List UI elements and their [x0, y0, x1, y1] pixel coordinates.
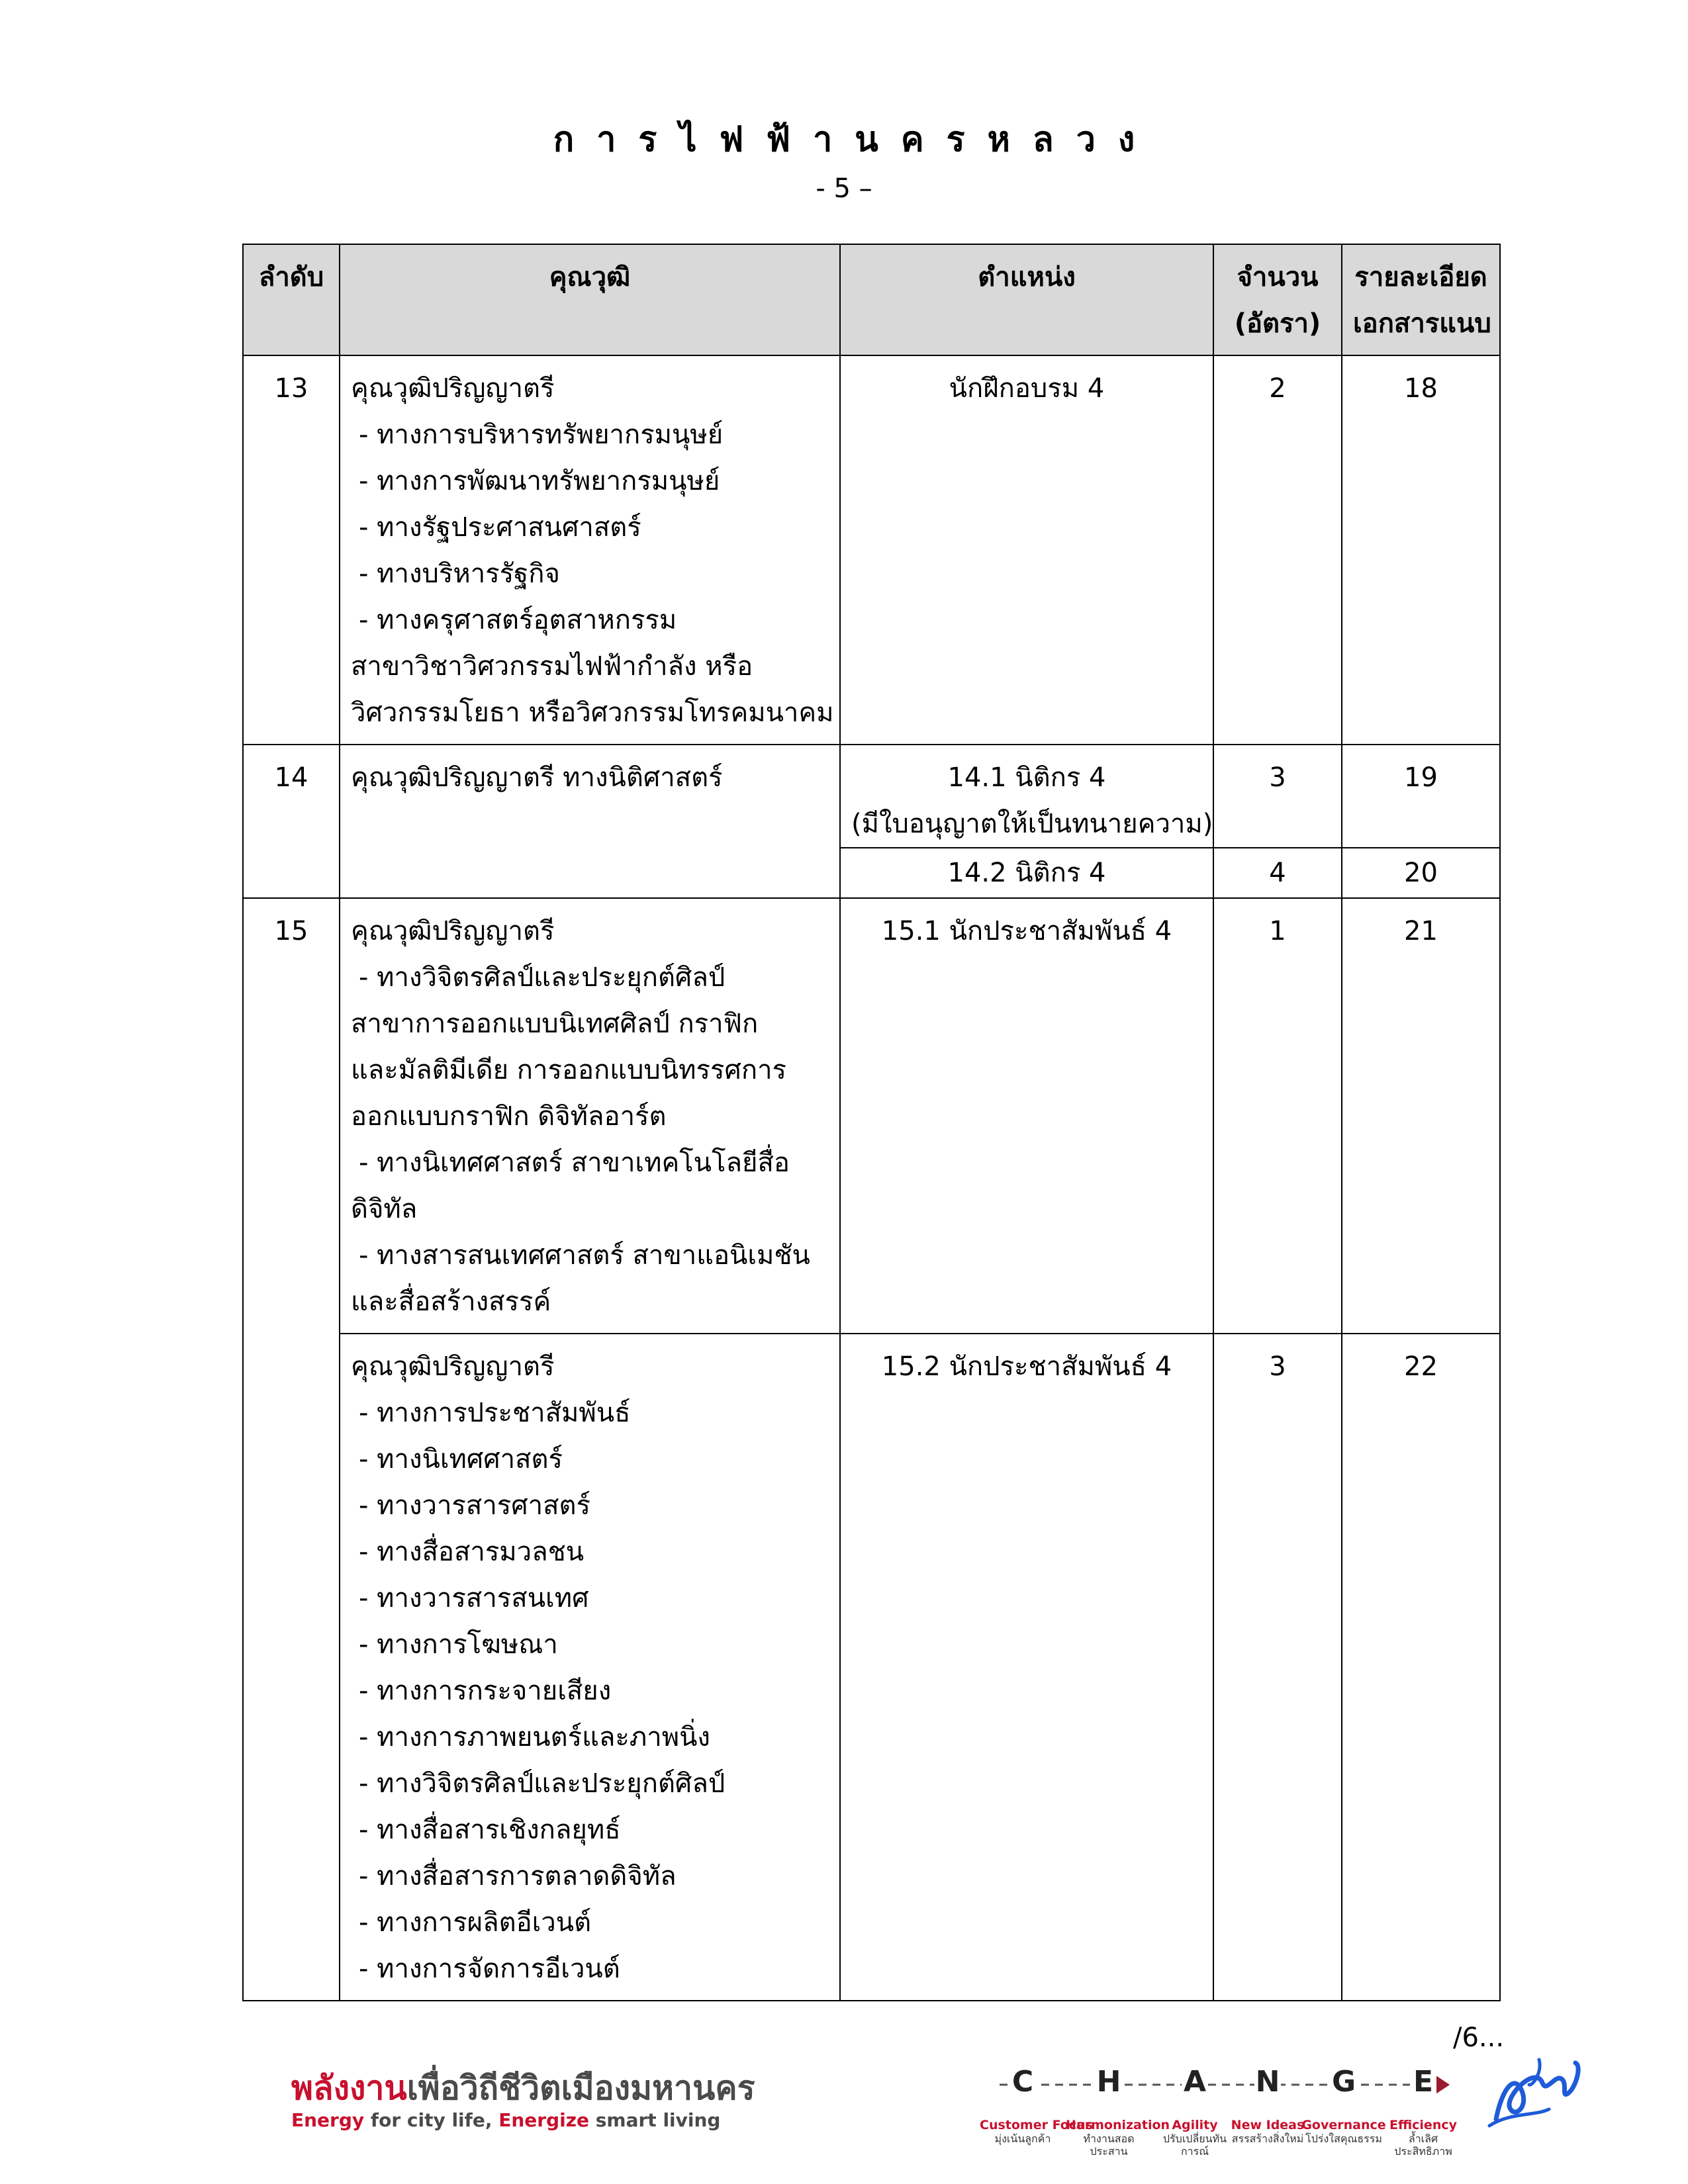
- count-cell: 3: [1213, 745, 1342, 848]
- change-letter: G: [1331, 2065, 1356, 2099]
- qual-line: - ทางสื่อสารเชิงกลยุทธ์: [359, 1815, 621, 1845]
- change-value-th: มุ่งเน้นลูกค้า: [994, 2132, 1051, 2145]
- slogan-thai-dark: เพื่อวิถีชีวิตเมืองมหานคร: [406, 2069, 755, 2107]
- slogan-english: [291, 2109, 755, 2132]
- count-cell: 4: [1213, 848, 1342, 898]
- positions-table: [242, 244, 1501, 2001]
- table-row: [243, 898, 1500, 1334]
- qual-line: - ทางสื่อสารมวลชน: [359, 1537, 585, 1567]
- qual-line: - ทางการประชาสัมพันธ์: [359, 1398, 631, 1428]
- signature-image: [1476, 2046, 1595, 2139]
- qualification-cell: [340, 355, 840, 745]
- order-cell: 13: [243, 355, 340, 745]
- change-letter: E: [1410, 2065, 1436, 2099]
- change-value-th: ปรับเปลี่ยนทันการณ์: [1162, 2132, 1227, 2158]
- change-value-en: Customer Focus: [980, 2118, 1093, 2132]
- qual-line: ดิจิทัล: [351, 1194, 418, 1224]
- table-header-row: [243, 244, 1500, 355]
- change-value-th: สรรสร้างสิ่งใหม่: [1231, 2132, 1304, 2145]
- change-value-en: Harmonization: [1066, 2118, 1170, 2132]
- qual-line: - ทางการภาพยนตร์และภาพนิ่ง: [359, 1722, 710, 1752]
- qual-line: - ทางสื่อสารการตลาดดิจิทัล: [359, 1861, 677, 1891]
- change-letter: A: [1182, 2065, 1208, 2099]
- qual-line: คุณวุฒิปริญญาตรี ทางนิติศาสตร์: [351, 762, 723, 793]
- header-count-line2: (อัตรา): [1234, 308, 1321, 339]
- count-cell: 2: [1213, 355, 1342, 745]
- qual-line: - ทางวิจิตรศิลป์และประยุกต์ศิลป์: [359, 962, 726, 993]
- change-value-en: Efficiency: [1389, 2118, 1457, 2132]
- change-letter: H: [1096, 2065, 1121, 2099]
- change-letter: C: [1009, 2065, 1036, 2099]
- qual-line: - ทางการพัฒนาทรัพยากรมนุษย์: [359, 466, 720, 496]
- position-line: 14.1 นิติกร 4: [947, 762, 1106, 793]
- attachment-cell: 21: [1342, 898, 1500, 1334]
- attachment-cell: 18: [1342, 355, 1500, 745]
- header-qualification: คุณวุฒิ: [340, 244, 840, 355]
- qual-line: - ทางนิเทศศาสตร์: [359, 1444, 563, 1475]
- qual-line: - ทางการผลิตอีเวนต์: [359, 1907, 592, 1938]
- organization-name: การไฟฟ้านครหลวง: [553, 120, 1158, 159]
- qual-line: - ทางครุศาสตร์อุตสาหกรรม: [359, 605, 677, 635]
- attachment-cell: 20: [1342, 848, 1500, 898]
- qualification-cell: [340, 745, 840, 898]
- order-cell: 15: [243, 898, 340, 2001]
- qual-line: - ทางการโฆษณา: [359, 1629, 558, 1660]
- header-attachment: [1342, 244, 1500, 355]
- qual-line: คุณวุฒิปริญญาตรี: [351, 916, 555, 946]
- qual-line: คุณวุฒิปริญญาตรี: [351, 1351, 555, 1382]
- slogan-en-part: Energize: [498, 2109, 590, 2131]
- qual-line: - ทางการกระจายเสียง: [359, 1676, 612, 1706]
- qual-line: วิศวกรรมโยธา หรือวิศวกรรมโทรคมนาคม: [351, 698, 834, 728]
- header-count-line1: จำนวน: [1237, 262, 1319, 293]
- qual-line: ออกแบบกราฟิก ดิจิทัลอาร์ต: [351, 1101, 667, 1132]
- slogan-en-part: for city life,: [364, 2109, 499, 2131]
- change-value-caption: [1301, 2118, 1387, 2145]
- qual-line: และมัลติมีเดีย การออกแบบนิทรรศการ: [351, 1055, 787, 1085]
- qual-line: - ทางวิจิตรศิลป์และประยุกต์ศิลป์: [359, 1768, 726, 1799]
- change-values-logo: [940, 2065, 1496, 2171]
- table-row: [243, 1334, 1500, 2001]
- header-count: [1213, 244, 1342, 355]
- qual-line: - ทางการจัดการอีเวนต์: [359, 1954, 620, 1984]
- slogan-en-part: Energy: [291, 2109, 365, 2131]
- header-attachment-line2: เอกสารแนบ: [1353, 308, 1491, 339]
- qualification-cell: [340, 1334, 840, 2001]
- qual-line: - ทางสารสนเทศศาสตร์ สาขาแอนิเมชัน: [359, 1240, 810, 1271]
- slogan-en-part: smart living: [589, 2109, 721, 2131]
- change-value-caption: [1225, 2118, 1311, 2145]
- position-line: (มีใบอนุญาตให้เป็นทนายความ): [851, 809, 1213, 839]
- position-cell: 15.1 นักประชาสัมพันธ์ 4: [840, 898, 1213, 1334]
- change-value-th: โปร่งใสคุณธรรม: [1305, 2132, 1382, 2145]
- count-cell: 3: [1213, 1334, 1342, 2001]
- position-cell: 14.2 นิติกร 4: [840, 848, 1213, 898]
- table-row: [243, 745, 1500, 848]
- qual-line: สาขาวิชาวิศวกรรมไฟฟ้ากำลัง หรือ: [351, 651, 753, 682]
- qualification-cell: [340, 898, 840, 1334]
- change-value-caption: [980, 2118, 1093, 2145]
- footer-slogan: [291, 2068, 755, 2132]
- attachment-cell: 19: [1342, 745, 1500, 848]
- header-attachment-line1: รายละเอียด: [1354, 262, 1487, 293]
- qual-line: สาขาการออกแบบนิเทศศิลป์ กราฟิก: [351, 1009, 759, 1039]
- change-value-en: New Ideas: [1231, 2118, 1305, 2132]
- attachment-cell: 22: [1342, 1334, 1500, 2001]
- change-value-caption: [1380, 2118, 1466, 2158]
- position-cell: 15.2 นักประชาสัมพันธ์ 4: [840, 1334, 1213, 2001]
- change-value-th: ทำงานสอดประสาน: [1083, 2132, 1135, 2158]
- qual-line: - ทางบริหารรัฐกิจ: [359, 559, 560, 589]
- change-value-en: Governance: [1301, 2118, 1386, 2132]
- count-cell: 1: [1213, 898, 1342, 1334]
- continuation-marker: /6...: [1453, 2023, 1505, 2053]
- qual-line: คุณวุฒิปริญญาตรี: [351, 373, 555, 404]
- position-cell: [840, 745, 1213, 848]
- slogan-thai: [291, 2068, 755, 2109]
- slogan-thai-red: พลังงาน: [291, 2069, 407, 2107]
- qual-line: - ทางการบริหารทรัพยากรมนุษย์: [359, 420, 724, 450]
- header-position: ตำแหน่ง: [840, 244, 1213, 355]
- change-value-th: ล้ำเลิศประสิทธิภาพ: [1394, 2132, 1452, 2158]
- qual-line: - ทางรัฐประศาสนศาสตร์: [359, 512, 641, 543]
- table-row: [243, 355, 1500, 745]
- qual-line: - ทางวารสารสนเทศ: [359, 1583, 589, 1614]
- header-order: ลำดับ: [243, 244, 340, 355]
- qual-line: - ทางวารสารศาสตร์: [359, 1490, 590, 1521]
- qual-line: - ทางนิเทศศาสตร์ สาขาเทคโนโลยีสื่อ: [359, 1148, 790, 1178]
- qual-line: และสื่อสร้างสรรค์: [351, 1287, 551, 1317]
- change-value-caption: [1066, 2118, 1170, 2158]
- order-cell: 14: [243, 745, 340, 898]
- position-cell: นักฝึกอบรม 4: [840, 355, 1213, 745]
- change-letter: N: [1255, 2065, 1280, 2099]
- page-number: - 5 –: [816, 173, 872, 204]
- change-value-en: Agility: [1172, 2118, 1218, 2132]
